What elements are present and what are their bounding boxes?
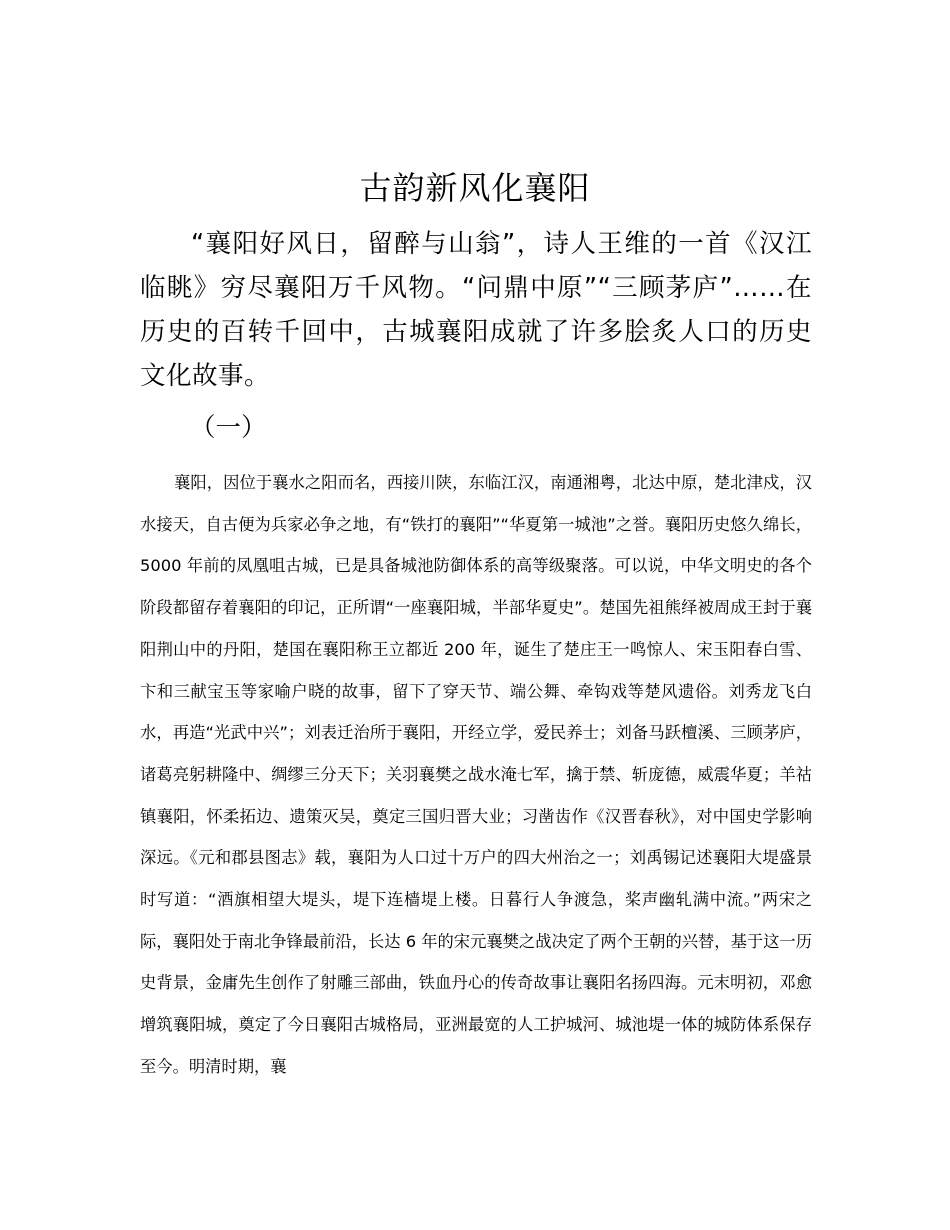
section-heading: （一） (190, 413, 267, 443)
lead-paragraph: “襄阳好风日，留醉与山翁”，诗人王维的一首《汉江临眺》穷尽襄阳万千风物。“问鼎中原”“三顾茅庐”……在历史的百转千回中，古城襄阳成就了许多脍炙人口的历史文化故事。 (140, 229, 812, 391)
document-title: 古韵新风化襄阳 (359, 169, 591, 207)
body-paragraph: 襄阳，因位于襄水之阳而名，西接川陕，东临江汉，南通湘粤，北达中原，楚北津戍，汉水接天，自古便为兵家必争之地，有“铁打的襄阳”“华夏第一城池”之誉。襄阳历史悠久绵长，5000 年前的凤凰咀古城，已是具备城池防御体系的高等级聚落。可以说，中华文明史的各个阶段都留存着襄阳的印记，正所谓“一座襄阳城，半部华夏史”。楚国先祖熊绎被周成王封于襄阳荆山中的丹阳，楚国在襄阳称王立都近 200 年，诞生了楚庄王一鸣惊人、宋玉阳春白雪、卞和三献宝玉等家喻户晓的故事，留下了穿天节、端公舞、牵钩戏等楚风遗俗。刘秀龙飞白水，再造“光武中兴”；刘表迁治所于襄阳，开经立学，爱民养士；刘备马跃檀溪、三顾茅庐，诸葛亮躬耕隆中、绸缪三分天下；关羽襄樊之战水淹七军，擒于禁、斩庞德，威震华夏；羊祜镇襄阳，怀柔拓边、遗策灭吴，奠定三国归晋大业；习凿齿作《汉晋春秋》，对中国史学影响深远。《元和郡县图志》载，襄阳为人口过十万户的四大州治之一；刘禹锡记述襄阳大堤盛景时写道：“酒旗相望大堤头，堤下连樯堤上楼。日暮行人争渡急，桨声幽轧满中流。”两宋之际，襄阳处于南北争锋最前沿，长达 6 年的宋元襄樊之战决定了两个王朝的兴替，基于这一历史背景，金庸先生创作了射雕三部曲，铁血丹心的传奇故事让襄阳名扬四海。元末明初，邓愈增筑襄阳城，奠定了今日襄阳古城格局，亚洲最宽的人工护城河、城池堤一体的城防体系保存至今。明清时期，襄 (140, 473, 812, 1076)
